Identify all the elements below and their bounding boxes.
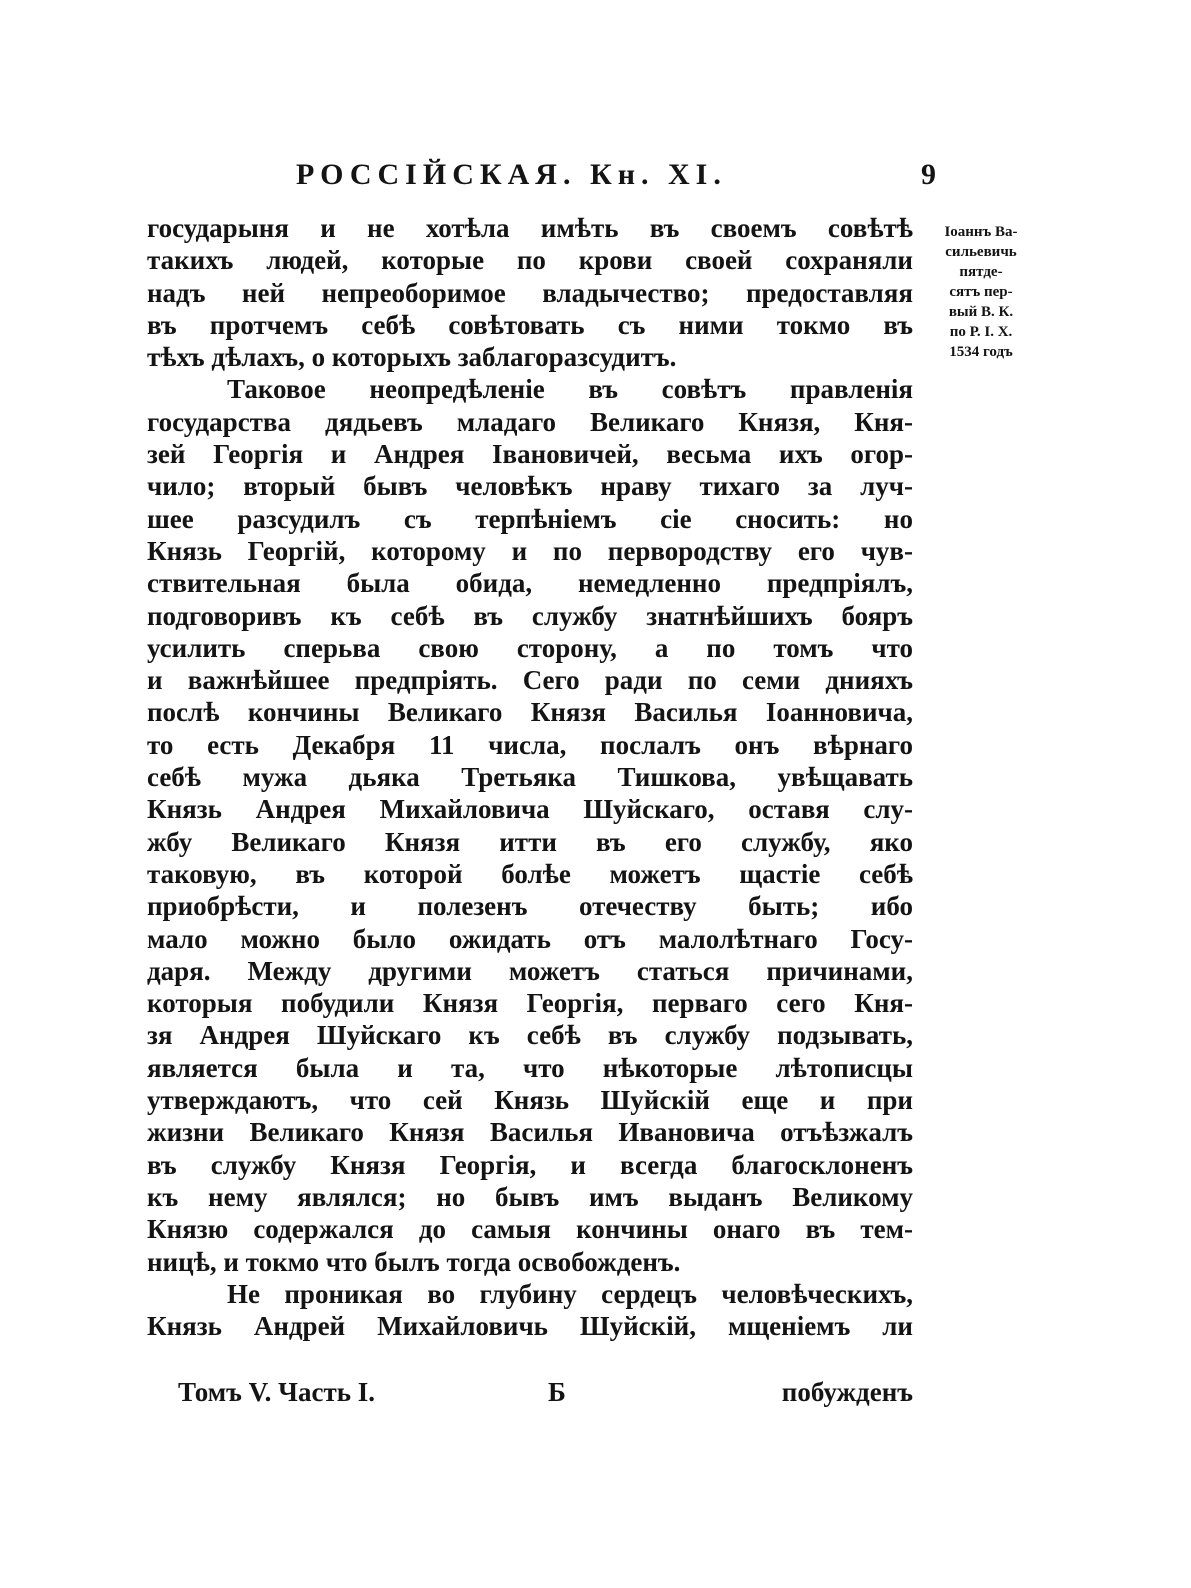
text-line: чило; вторый бывъ человѣкъ нраву тихаго за луч- [147,471,913,502]
page-footer [178,1377,913,1417]
margin-note-line: вый В. К. [948,304,1014,320]
text-line: себѣ мужа дьяка Третьяка Тишкова, увѣщавать [147,762,913,793]
text-line: надъ ней непреоборимое владычество; предоставляя [147,277,913,308]
text-line: Князь Андрея Михайловича Шуйскаго, оставя слу- [147,794,913,825]
margin-note-line: сильевичь [945,244,1017,260]
text-line: которыя побудили Князя Георгія, перваго сего Кня- [147,988,913,1019]
volume-label: Томъ V. Часть I. [178,1377,376,1407]
text-line: жизни Великаго Князя Василья Ивановича отъѣзжалъ [147,1117,913,1148]
text-line: жбу Великаго Князя итти въ его службу, яко [147,826,913,857]
text-line: подговоривъ къ себѣ въ службу знатнѣйшихъ бояръ [147,600,913,631]
text-line: приобрѣсти, и полезенъ отечеству быть; ибо [147,891,913,922]
text-line: въ протчемъ себѣ совѣтовать съ ними токмо въ [147,309,913,340]
text-line: тѣхъ дѣлахъ, о которыхъ заблагоразсудитъ. [147,342,677,373]
text-line: послѣ кончины Великаго Князя Василья Іоанновича, [147,697,913,728]
page-number: 9 [921,158,936,191]
text-line: государства дядьевъ младаго Великаго Князя, Кня- [147,406,913,437]
text-line: мало можно было ожидать отъ малолѣтнаго Госу- [147,923,913,954]
margin-note-line: Іоаннъ Ва- [944,224,1018,240]
text-line: шее разсудилъ съ терпѣніемъ сіе сносить: но [147,503,913,534]
text-line: въ службу Князя Георгія, и всегда благосклоненъ [147,1149,913,1180]
text-line: то есть Декабря 11 числа, послалъ онъ вѣрнаго [147,729,913,760]
text-line: Князь Андрей Михайловичь Шуйскій, мщеніемъ ли [147,1311,913,1342]
text-line: таковую, въ которой болѣе можетъ щастіе себѣ [147,858,913,889]
text-line: Князю содержался до самыя кончины онаго въ тем- [147,1214,913,1245]
running-head [296,158,936,202]
margin-note [922,222,1040,362]
signature-mark: Б [548,1377,566,1407]
text-line: Таковое неопредѣленіе въ совѣтъ правленія [227,374,913,405]
text-line: даря. Между другими можетъ статься причинами, [147,955,913,986]
text-line: зей Георгія и Андрея Івановичей, весьма ихъ огор- [147,439,913,470]
text-line: государыня и не хотѣла имѣть въ своемъ совѣтѣ [147,213,913,243]
text-line: къ нему являлся; но бывъ имъ выданъ Великому [147,1181,913,1212]
running-head-title: РОССІЙСКАЯ. Кн. XI. [296,158,727,191]
body-text [147,212,913,1342]
text-line: ницѣ, и токмо что былъ тогда освобожденъ. [147,1246,681,1277]
text-line: является была и та, что нѣкоторые лѣтописцы [147,1052,913,1083]
text-line: зя Андрея Шуйскаго къ себѣ въ службу подзывать, [147,1020,913,1051]
margin-note-line: по Р. І. Х. [949,324,1013,340]
text-line: ствительная была обида, немедленно предпріялъ, [147,568,913,599]
text-line: усилить сперьва свою сторону, а по томъ что [147,632,913,663]
text-line: Князь Георгій, которому и по первородству его чув- [147,535,913,566]
text-line: Не проникая во глубину сердецъ человѣческихъ, [227,1278,913,1309]
margin-note-line: 1534 годъ [949,344,1013,360]
text-line: такихъ людей, которые по крови своей сохраняли [147,245,913,276]
text-line: и важнѣйшее предпріять. Сего ради по семи днияхъ [147,665,913,696]
catchword: побужденъ [781,1377,913,1407]
text-line: утверждаютъ, что сей Князь Шуйскій еще и при [147,1085,913,1116]
margin-note-line: пятде- [959,264,1003,280]
margin-note-line: сятъ пер- [949,284,1013,300]
